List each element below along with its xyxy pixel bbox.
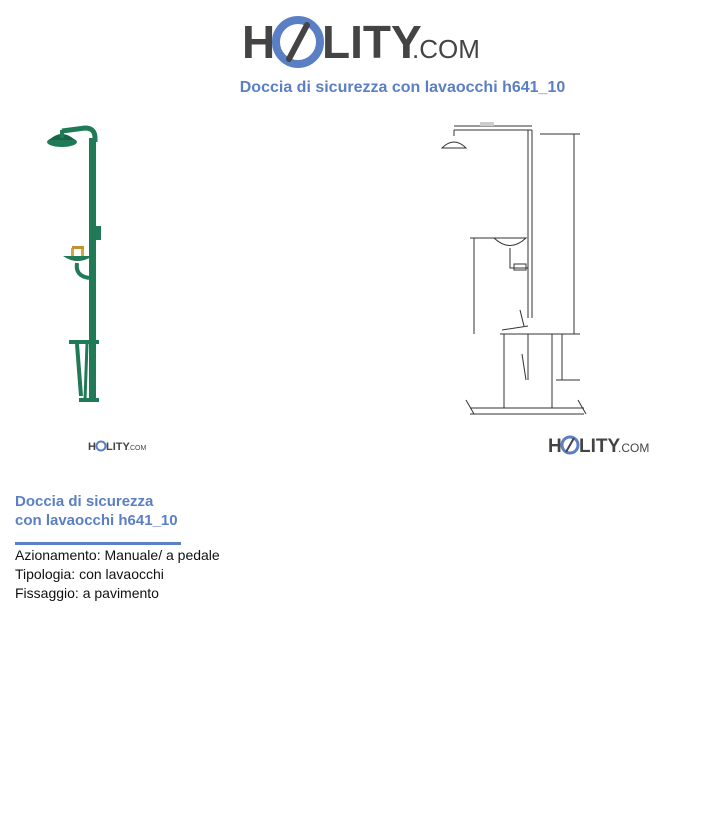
product-photo[interactable] <box>15 118 190 458</box>
logo-domain: .COM <box>412 34 480 64</box>
product-title <box>15 492 178 530</box>
safety-shower-illustration <box>47 128 101 402</box>
svg-text:LITY: LITY <box>106 441 130 453</box>
logo-letter-h: H <box>242 16 276 68</box>
svg-text:H: H <box>548 436 562 457</box>
page-title: Doccia di sicurezza con lavaocchi h641_10 <box>239 79 566 96</box>
spec-fissaggio: Fissaggio: a pavimento <box>15 585 159 601</box>
svg-text:.COM: .COM <box>128 445 147 452</box>
logo-letters-lity: LITY <box>322 16 422 68</box>
holity-logo-small <box>88 438 148 454</box>
logo-o-ring-icon <box>562 437 578 453</box>
title-divider <box>15 542 181 545</box>
holity-logo[interactable] <box>240 10 490 72</box>
product-title-line1: Doccia di sicurezza <box>15 493 154 510</box>
holity-logo-drawing <box>548 432 650 458</box>
spec-azionamento: Azionamento: Manuale/ a pedale <box>15 547 220 563</box>
spec-tipologia: Tipologia: con lavaocchi <box>15 566 164 582</box>
svg-text:H: H <box>88 441 96 453</box>
svg-text:.COM: .COM <box>618 441 650 455</box>
product-specs <box>15 546 220 603</box>
logo-o-ring-icon <box>97 442 106 451</box>
logo-o-ring-icon <box>276 20 320 64</box>
shower-schematic <box>442 122 586 414</box>
svg-text:LITY: LITY <box>579 436 621 457</box>
product-title-line2: con lavaocchi h641_10 <box>15 512 178 529</box>
technical-drawing[interactable] <box>440 118 640 428</box>
